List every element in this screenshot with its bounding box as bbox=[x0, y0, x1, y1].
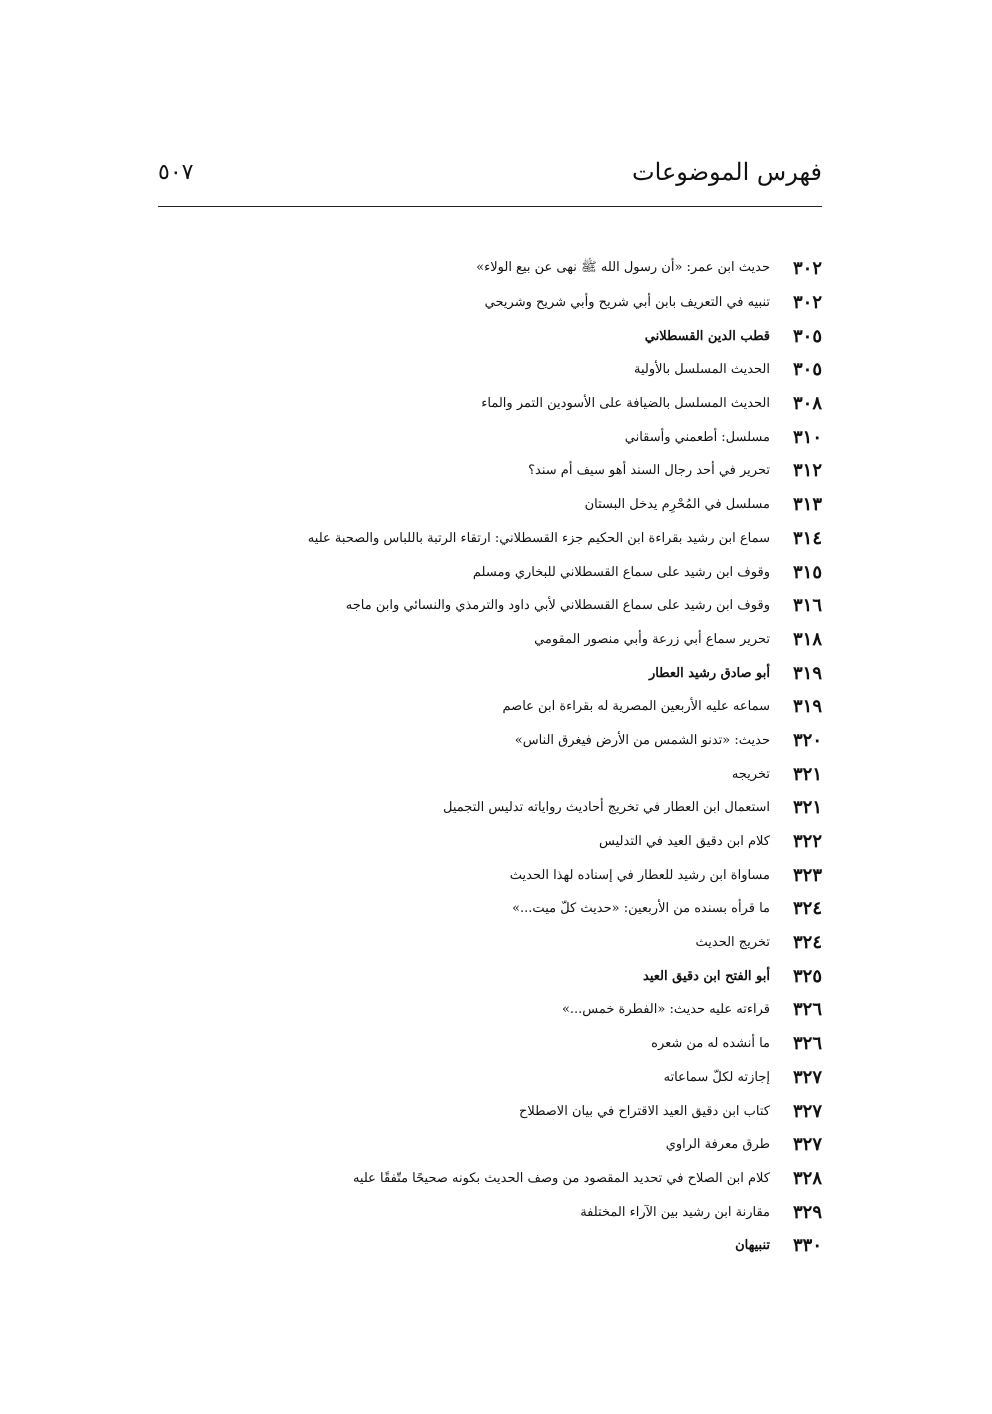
toc-entry bbox=[152, 690, 822, 724]
toc-entry-text: قراءته عليه حديث: «الفطرة خمس...» bbox=[561, 1002, 770, 1018]
toc-entry-text: الحديث المسلسل بالضيافة على الأسودين التمر والماء bbox=[481, 396, 770, 412]
toc-entry bbox=[152, 286, 822, 320]
toc-entry-text: حديث: «تدنو الشمس من الأرض فيغرق الناس» bbox=[514, 732, 770, 748]
toc-entry-text: مساواة ابن رشيد للعطار في إسناده لهذا الحديث bbox=[509, 867, 770, 883]
toc-entry bbox=[152, 892, 822, 926]
toc-page-number: ٣٢٦ bbox=[792, 999, 822, 1021]
toc-entry-text: إجازته لكلّ سماعاته bbox=[663, 1069, 770, 1085]
toc-entry bbox=[152, 1195, 822, 1229]
toc-entry-text: ما قرأه بسنده من الأربعين: «حديث كلّ ميت...» bbox=[512, 901, 770, 917]
toc-section-heading bbox=[152, 656, 822, 690]
toc-page-number: ٣٢٨ bbox=[792, 1167, 822, 1189]
toc-page-number: ٣٣٠ bbox=[792, 1235, 822, 1257]
toc-entry-text: مقارنة ابن رشيد بين الآراء المختلفة bbox=[580, 1204, 770, 1220]
toc-page-number: ٣١٩ bbox=[792, 662, 822, 684]
toc-entry-text: تنبيهان bbox=[735, 1238, 770, 1254]
toc-entry bbox=[152, 858, 822, 892]
toc-entry bbox=[152, 1162, 822, 1196]
running-title: فهرس الموضوعات bbox=[632, 158, 822, 186]
page-header bbox=[158, 158, 822, 202]
toc-page-number: ٣٢٩ bbox=[792, 1201, 822, 1223]
toc-entry-text: وقوف ابن رشيد على سماع القسطلاني لأبي داود والترمذي والنسائي وابن ماجه bbox=[345, 598, 770, 614]
toc-page-number: ٣٢٢ bbox=[792, 831, 822, 853]
toc-page-number: ٣٠٢ bbox=[792, 258, 822, 280]
toc-entry-text: تخريجه bbox=[731, 766, 770, 782]
toc-entry bbox=[152, 454, 822, 488]
toc-entry-text: الحديث المسلسل بالأولية bbox=[634, 362, 770, 378]
toc-page-number: ٣٢٠ bbox=[792, 729, 822, 751]
toc-entry-text: سماع ابن رشيد بقراءة ابن الحكيم جزء القسطلاني: ارتقاء الرتبة باللباس والصحبة عليه bbox=[307, 530, 770, 546]
toc-entry bbox=[152, 1128, 822, 1162]
header-divider bbox=[158, 206, 822, 207]
toc-entry bbox=[152, 1027, 822, 1061]
toc-page-number: ٣٠٨ bbox=[792, 393, 822, 415]
toc-entry-text: مسلسل: أطعمني وأسقاني bbox=[624, 429, 770, 445]
toc-entry-text: ما أنشده له من شعره bbox=[651, 1036, 770, 1052]
table-of-contents bbox=[152, 252, 822, 1263]
toc-page-number: ٣٢١ bbox=[792, 763, 822, 785]
toc-entry-text: استعمال ابن العطار في تخريج أحاديث رواياته تدليس التجميل bbox=[443, 800, 770, 816]
toc-page-number: ٣٢٤ bbox=[792, 898, 822, 920]
toc-page-number: ٣٢٤ bbox=[792, 932, 822, 954]
toc-page-number: ٣٢٥ bbox=[792, 965, 822, 987]
toc-entry-text: أبو الفتح ابن دقيق العيد bbox=[643, 968, 770, 984]
toc-page-number: ٣١٣ bbox=[792, 494, 822, 516]
toc-entry bbox=[152, 623, 822, 657]
toc-entry bbox=[152, 791, 822, 825]
toc-page-number: ٣٢٧ bbox=[792, 1066, 822, 1088]
toc-entry-text: أبو صادق رشيد العطار bbox=[648, 665, 770, 681]
toc-entry bbox=[152, 757, 822, 791]
toc-section-heading bbox=[152, 959, 822, 993]
toc-entry-text: تحرير سماع أبي زرعة وأبي منصور المقومي bbox=[534, 631, 770, 647]
toc-entry-text: تخريج الحديث bbox=[695, 935, 770, 951]
toc-page-number: ٣٠٢ bbox=[792, 292, 822, 314]
toc-entry-text: تنبيه في التعريف بابن أبي شريح وأبي شريح وشريحي bbox=[484, 295, 770, 311]
toc-page-number: ٣١٠ bbox=[792, 426, 822, 448]
toc-entry bbox=[152, 420, 822, 454]
toc-entry-text: كتاب ابن دقيق العيد الاقتراح في بيان الاصطلاح bbox=[518, 1103, 770, 1119]
toc-entry-text: قطب الدين القسطلاني bbox=[644, 328, 770, 344]
toc-page-number: ٣٢١ bbox=[792, 797, 822, 819]
toc-page-number: ٣١٤ bbox=[792, 527, 822, 549]
page-number: ٥٠٧ bbox=[158, 160, 194, 185]
toc-entry bbox=[152, 387, 822, 421]
toc-entry-text: كلام ابن الصلاح في تحديد المقصود من وصف الحديث بكونه صحيحًا متّفقًا عليه bbox=[352, 1170, 770, 1186]
toc-entry-text: وقوف ابن رشيد على سماع القسطلاني للبخاري ومسلم bbox=[472, 564, 770, 580]
toc-entry-text: طرق معرفة الراوي bbox=[665, 1137, 770, 1153]
toc-entry bbox=[152, 1061, 822, 1095]
toc-entry bbox=[152, 252, 822, 286]
toc-entry-text: تحرير في أحد رجال السند أهو سيف أم سند؟ bbox=[528, 463, 770, 479]
toc-page-number: ٣٠٥ bbox=[792, 325, 822, 347]
toc-page-number: ٣١٩ bbox=[792, 696, 822, 718]
toc-entry bbox=[152, 589, 822, 623]
toc-page-number: ٣٠٥ bbox=[792, 359, 822, 381]
toc-page-number: ٣١٨ bbox=[792, 628, 822, 650]
toc-entry-text: حديث ابن عمر: «أن رسول الله ﷺ نهى عن بيع الولاء» bbox=[476, 260, 770, 276]
toc-entry bbox=[152, 1094, 822, 1128]
toc-page-number: ٣٢٣ bbox=[792, 864, 822, 886]
toc-page-number: ٣١٥ bbox=[792, 561, 822, 583]
toc-section-heading bbox=[152, 1229, 822, 1263]
toc-entry bbox=[152, 555, 822, 589]
toc-page-number: ٣١٢ bbox=[792, 460, 822, 482]
toc-page-number: ٣١٦ bbox=[792, 595, 822, 617]
toc-entry-text: مسلسل في المُحْرِم يدخل البستان bbox=[584, 497, 770, 513]
toc-entry bbox=[152, 724, 822, 758]
toc-entry bbox=[152, 353, 822, 387]
toc-entry bbox=[152, 825, 822, 859]
toc-entry bbox=[152, 488, 822, 522]
toc-page-number: ٣٢٧ bbox=[792, 1134, 822, 1156]
toc-entry bbox=[152, 926, 822, 960]
toc-entry bbox=[152, 993, 822, 1027]
toc-section-heading bbox=[152, 319, 822, 353]
toc-entry-text: سماعه عليه الأربعين المصرية له بقراءة ابن عاصم bbox=[502, 699, 770, 715]
toc-page-number: ٣٢٦ bbox=[792, 1033, 822, 1055]
toc-page-number: ٣٢٧ bbox=[792, 1100, 822, 1122]
toc-entry bbox=[152, 522, 822, 556]
toc-entry-text: كلام ابن دقيق العيد في التدليس bbox=[599, 834, 770, 850]
